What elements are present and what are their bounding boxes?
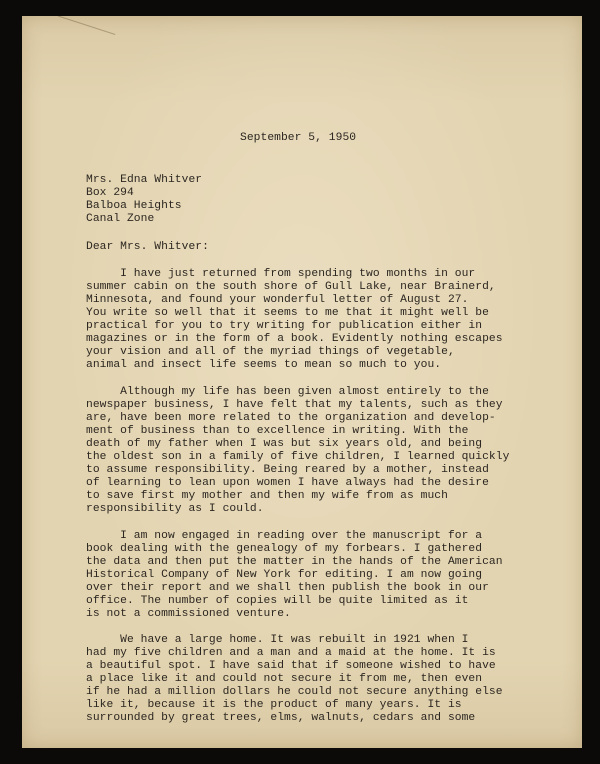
salutation: Dear Mrs. Whitver:: [86, 241, 209, 253]
paragraph-line: like it, because it is the product of many years. It is: [86, 699, 462, 711]
paragraph-line: practical for you to try writing for publication either in: [86, 320, 483, 332]
paragraph-line: to assume responsibility. Being reared by a mother, instead: [86, 464, 489, 476]
paragraph-line: newspaper business, I have felt that my talents, such as they: [86, 399, 503, 411]
letter-date: September 5, 1950: [240, 132, 357, 144]
letter-page: [22, 16, 582, 748]
paragraph-line: responsibility as I could.: [86, 503, 264, 515]
paragraph-line: book dealing with the genealogy of my forbears. I gathered: [86, 543, 483, 555]
paragraph-line: over their report and we shall then publish the book in our: [86, 582, 489, 594]
paragraph-line: office. The number of copies will be quite limited as it: [86, 595, 469, 607]
address-line: Box 294: [86, 187, 134, 199]
paragraph-line: animal and insect life seems to mean so much to you.: [86, 359, 442, 371]
paragraph-line: I am now engaged in reading over the manuscript for a: [86, 530, 483, 542]
paragraph-line: ment of business than to excellence in writing. With the: [86, 425, 469, 437]
paragraph-line: a place like it and could not secure it from me, then even: [86, 673, 483, 685]
paragraph-line: surrounded by great trees, elms, walnuts, cedars and some: [86, 712, 476, 724]
paragraph-line: summer cabin on the south shore of Gull Lake, near Brainerd,: [86, 281, 496, 293]
address-line: Balboa Heights: [86, 200, 182, 212]
paragraph-line: magazines or in the form of a book. Evidently nothing escapes: [86, 333, 503, 345]
paragraph-line: a beautiful spot. I have said that if someone wished to have: [86, 660, 496, 672]
paragraph-line: the data and then put the matter in the hands of the American: [86, 556, 503, 568]
paragraph-line: if he had a million dollars he could not secure anything else: [86, 686, 503, 698]
paragraph-line: had my five children and a man and a maid at the home. It is: [86, 647, 496, 659]
paper-crease: [49, 16, 116, 64]
paragraph-line: are, have been more related to the organization and develop-: [86, 412, 496, 424]
paragraph-line: You write so well that it seems to me that it might well be: [86, 307, 489, 319]
paragraph-line: We have a large home. It was rebuilt in 1921 when I: [86, 634, 469, 646]
paragraph-line: Minnesota, and found your wonderful letter of August 27.: [86, 294, 469, 306]
paragraph-line: of learning to lean upon women I have always had the desire: [86, 477, 489, 489]
paragraph-line: to save first my mother and then my wife from as much: [86, 490, 448, 502]
address-line: Canal Zone: [86, 213, 155, 225]
paragraph-line: Although my life has been given almost entirely to the: [86, 386, 489, 398]
paragraph-line: Historical Company of New York for editing. I am now going: [86, 569, 483, 581]
paragraph-line: the oldest son in a family of five children, I learned quickly: [86, 451, 510, 463]
address-line: Mrs. Edna Whitver: [86, 174, 203, 186]
paragraph-line: death of my father when I was but six years old, and being: [86, 438, 483, 450]
paragraph-line: your vision and all of the myriad things of vegetable,: [86, 346, 455, 358]
paragraph-line: I have just returned from spending two months in our: [86, 268, 476, 280]
paragraph-line: is not a commissioned venture.: [86, 608, 291, 620]
